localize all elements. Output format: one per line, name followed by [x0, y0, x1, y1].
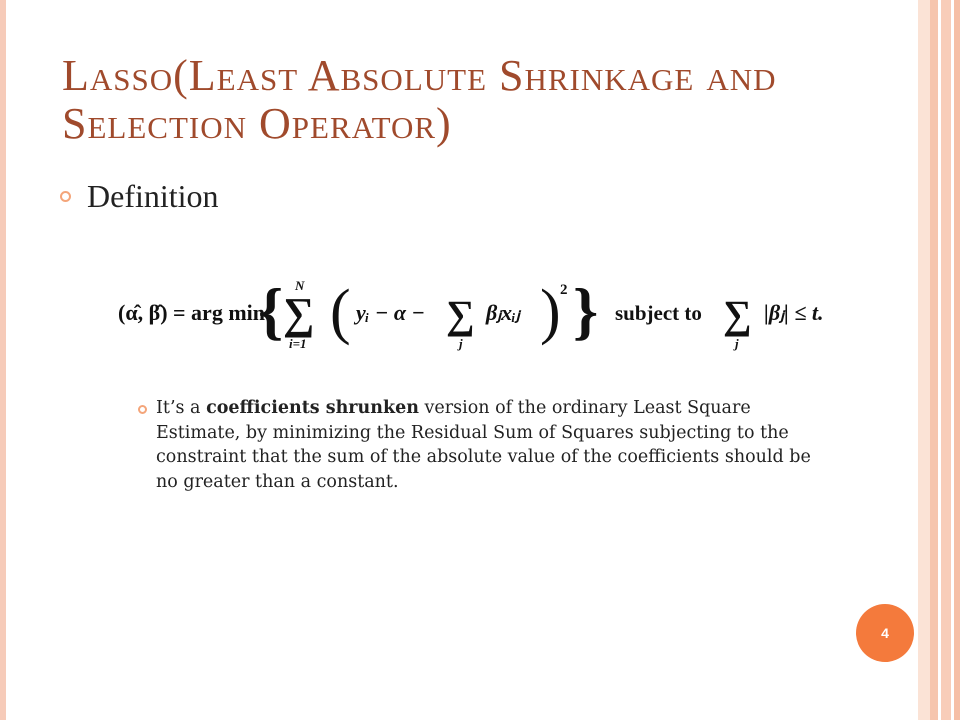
sum-upper: N	[295, 278, 305, 293]
right-paren: )	[540, 278, 561, 346]
left-brace: {	[258, 275, 284, 346]
page-number: 4	[881, 625, 889, 641]
sub-bullet-ring-icon	[138, 405, 147, 414]
y-term: yᵢ − α −	[356, 300, 425, 325]
slide-title	[62, 52, 882, 148]
sub-bullet-after: version of the ordinary Least Square Estimate, by minimizing the Residual Sum of Squares subjecting to the constraint that the sum of the absolute value of the coefficients should be no greater than a constant.	[156, 398, 811, 492]
right-border	[918, 0, 960, 720]
bullet-ring-icon	[60, 191, 71, 202]
subject-to: subject to	[615, 301, 702, 325]
bullet-text: Definition	[87, 178, 219, 214]
page-number-badge	[856, 604, 914, 662]
sub-bullet-before: It’s a	[156, 398, 207, 418]
formula-lhs: (α̂, β̂) = arg min	[118, 300, 265, 325]
sub-bullet	[138, 396, 828, 494]
sum-lower: i=1	[289, 336, 307, 351]
beta-x-term: βⱼxᵢⱼ	[486, 300, 520, 325]
sum-symbol-constraint: ∑	[723, 292, 752, 337]
sum-symbol-inner: ∑	[446, 292, 475, 337]
inner-sum-lower: j	[459, 336, 463, 351]
constraint-sum-lower: j	[735, 336, 739, 351]
constraint-term: |βⱼ| ≤ t.	[764, 300, 824, 325]
sub-bullet-text	[156, 396, 816, 494]
left-border	[0, 0, 6, 720]
sub-bullet-emphasis: coefficients shrunken	[206, 398, 419, 418]
title-line-1: Lasso(Least Absolute Shrinkage and	[62, 51, 777, 100]
title-line-2: Selection Operator)	[62, 99, 452, 148]
lasso-formula	[118, 274, 848, 356]
bullet-definition	[60, 177, 219, 215]
right-brace: }	[573, 275, 599, 346]
sum-symbol-outer: ∑	[283, 289, 315, 338]
left-paren: (	[330, 278, 351, 346]
exponent: 2	[560, 282, 568, 298]
